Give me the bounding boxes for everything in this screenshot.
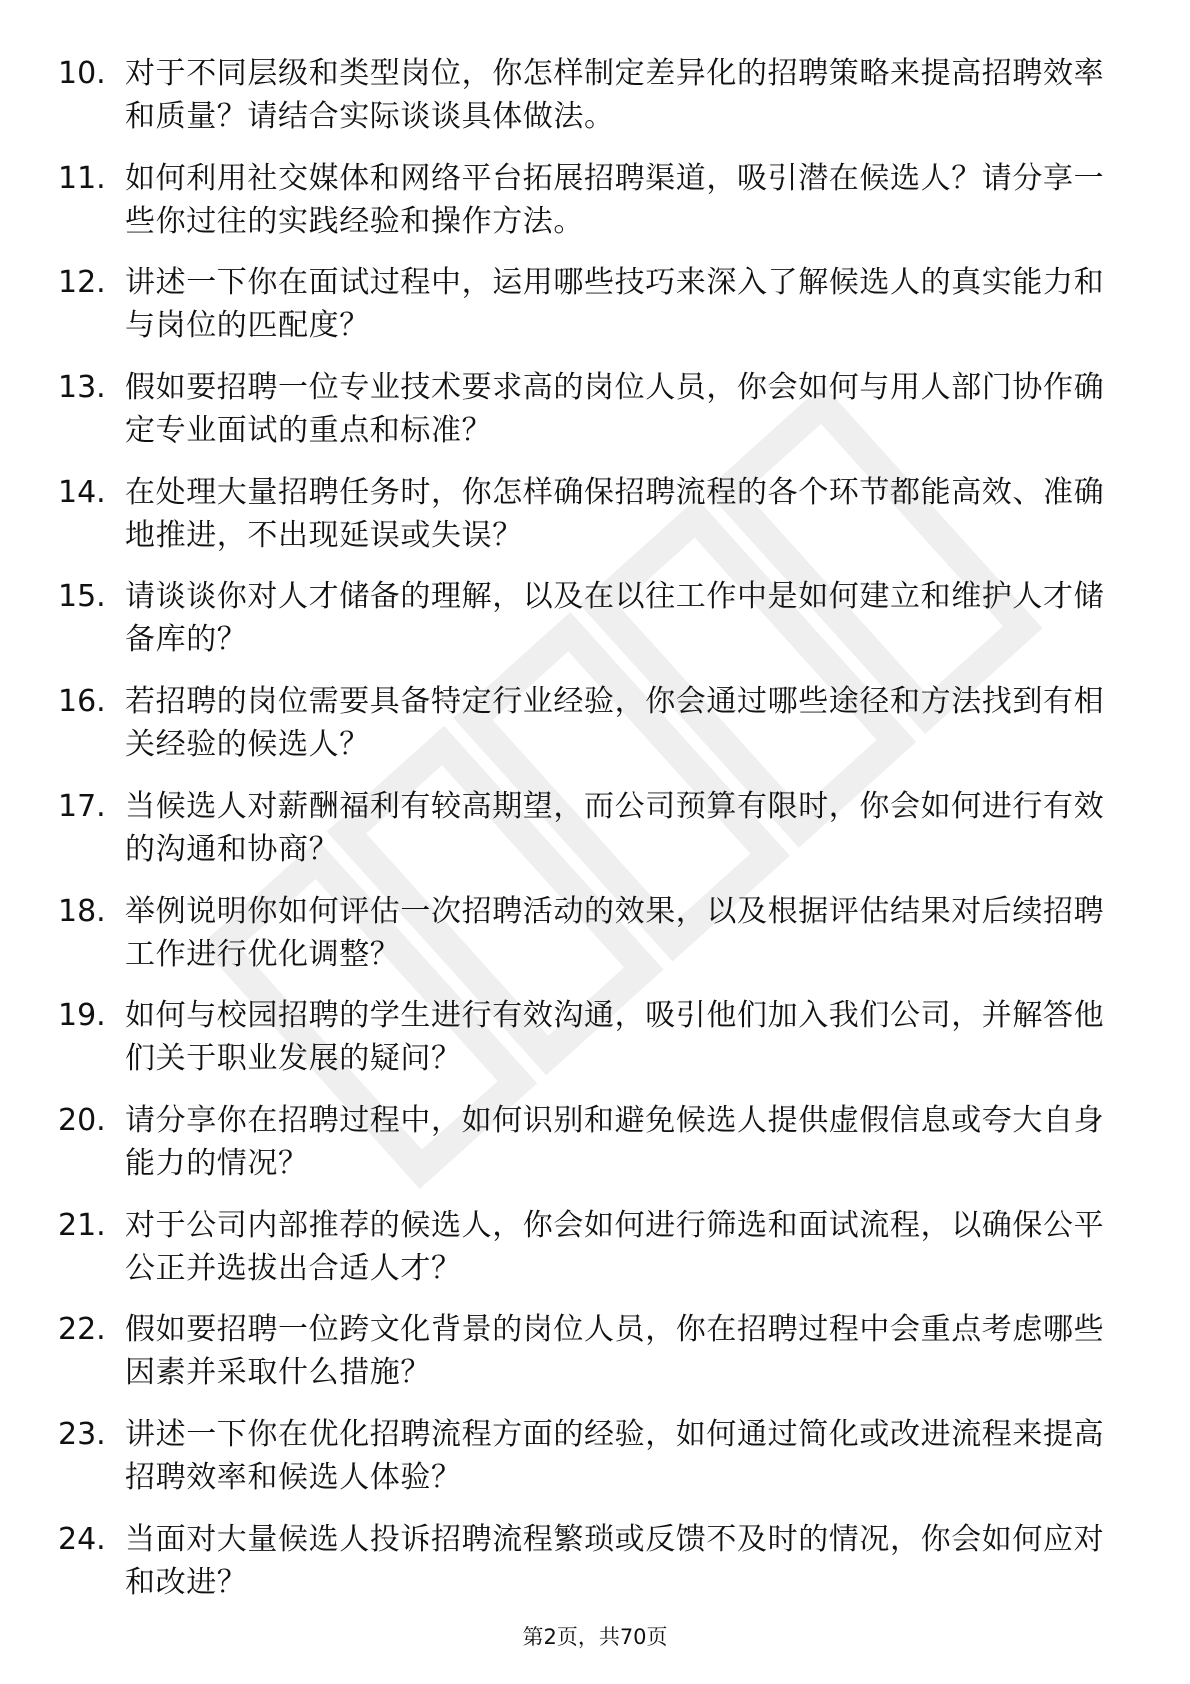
question-number: 21. <box>58 1207 106 1243</box>
question-number: 20. <box>58 1102 106 1138</box>
question-number: 24. <box>58 1521 106 1557</box>
question-item <box>58 575 1118 661</box>
question-number: 15. <box>58 579 106 615</box>
question-text: 当候选人对薪酬福利有较高期望，而公司预算有限时，你会如何进行有效的沟通和协商？ <box>125 788 1105 867</box>
question-number: 18. <box>58 893 106 929</box>
question-text: 请分享你在招聘过程中，如何识别和避免候选人提供虚假信息或夸大自身能力的情况？ <box>125 1102 1105 1181</box>
question-item <box>58 994 1118 1080</box>
question-number: 12. <box>58 265 106 301</box>
question-text: 如何利用社交媒体和网络平台拓展招聘渠道，吸引潜在候选人？请分享一些你过往的实践经验和操作方法。 <box>125 160 1105 239</box>
question-text: 如何与校园招聘的学生进行有效沟通，吸引他们加入我们公司，并解答他们关于职业发展的疑问？ <box>125 998 1105 1077</box>
question-number: 10. <box>58 56 106 91</box>
question-item <box>58 1204 1118 1290</box>
question-item <box>58 52 1118 138</box>
question-text: 若招聘的岗位需要具备特定行业经验，你会通过哪些途径和方法找到有相关经验的候选人？ <box>125 684 1105 763</box>
question-item <box>58 1308 1118 1394</box>
question-item <box>58 1099 1118 1185</box>
question-number: 13. <box>58 370 106 406</box>
page-footer <box>0 1623 1190 1651</box>
question-item <box>58 1518 1118 1604</box>
question-item <box>58 157 1118 243</box>
question-text: 讲述一下你在优化招聘流程方面的经验，如何通过简化或改进流程来提高招聘效率和候选人体验？ <box>125 1416 1105 1495</box>
question-list <box>58 52 1118 1622</box>
question-number: 14. <box>58 474 106 510</box>
question-number: 19. <box>58 998 106 1034</box>
question-text: 在处理大量招聘任务时，你怎样确保招聘流程的各个环节都能高效、准确地推进，不出现延误或失误？ <box>125 474 1105 553</box>
question-text: 对于不同层级和类型岗位，你怎样制定差异化的招聘策略来提高招聘效率和质量？请结合实际谈谈具体做法。 <box>125 56 1105 134</box>
question-item <box>58 890 1118 976</box>
question-number: 16. <box>58 684 106 720</box>
question-text: 讲述一下你在面试过程中，运用哪些技巧来深入了解候选人的真实能力和与岗位的匹配度？ <box>125 265 1105 344</box>
question-item <box>58 680 1118 766</box>
question-item <box>58 785 1118 871</box>
question-text: 假如要招聘一位专业技术要求高的岗位人员，你会如何与用人部门协作确定专业面试的重点和标准？ <box>125 370 1105 449</box>
question-item <box>58 471 1118 557</box>
question-text: 请谈谈你对人才储备的理解，以及在以往工作中是如何建立和维护人才储备库的？ <box>125 579 1105 658</box>
question-text: 举例说明你如何评估一次招聘活动的效果，以及根据评估结果对后续招聘工作进行优化调整？ <box>125 893 1105 972</box>
question-text: 假如要招聘一位跨文化背景的岗位人员，你在招聘过程中会重点考虑哪些因素并采取什么措施？ <box>125 1312 1105 1391</box>
question-number: 17. <box>58 788 106 824</box>
question-text: 当面对大量候选人投诉招聘流程繁琐或反馈不及时的情况，你会如何应对和改进？ <box>125 1521 1105 1600</box>
question-item <box>58 366 1118 452</box>
question-number: 23. <box>58 1416 106 1452</box>
question-number: 11. <box>58 160 106 196</box>
page-indicator: 第2页，共70页 <box>522 1625 668 1649</box>
question-item <box>58 1413 1118 1499</box>
question-number: 22. <box>58 1312 106 1348</box>
question-text: 对于公司内部推荐的候选人，你会如何进行筛选和面试流程，以确保公平公正并选拔出合适人才？ <box>125 1207 1105 1286</box>
question-item <box>58 261 1118 347</box>
